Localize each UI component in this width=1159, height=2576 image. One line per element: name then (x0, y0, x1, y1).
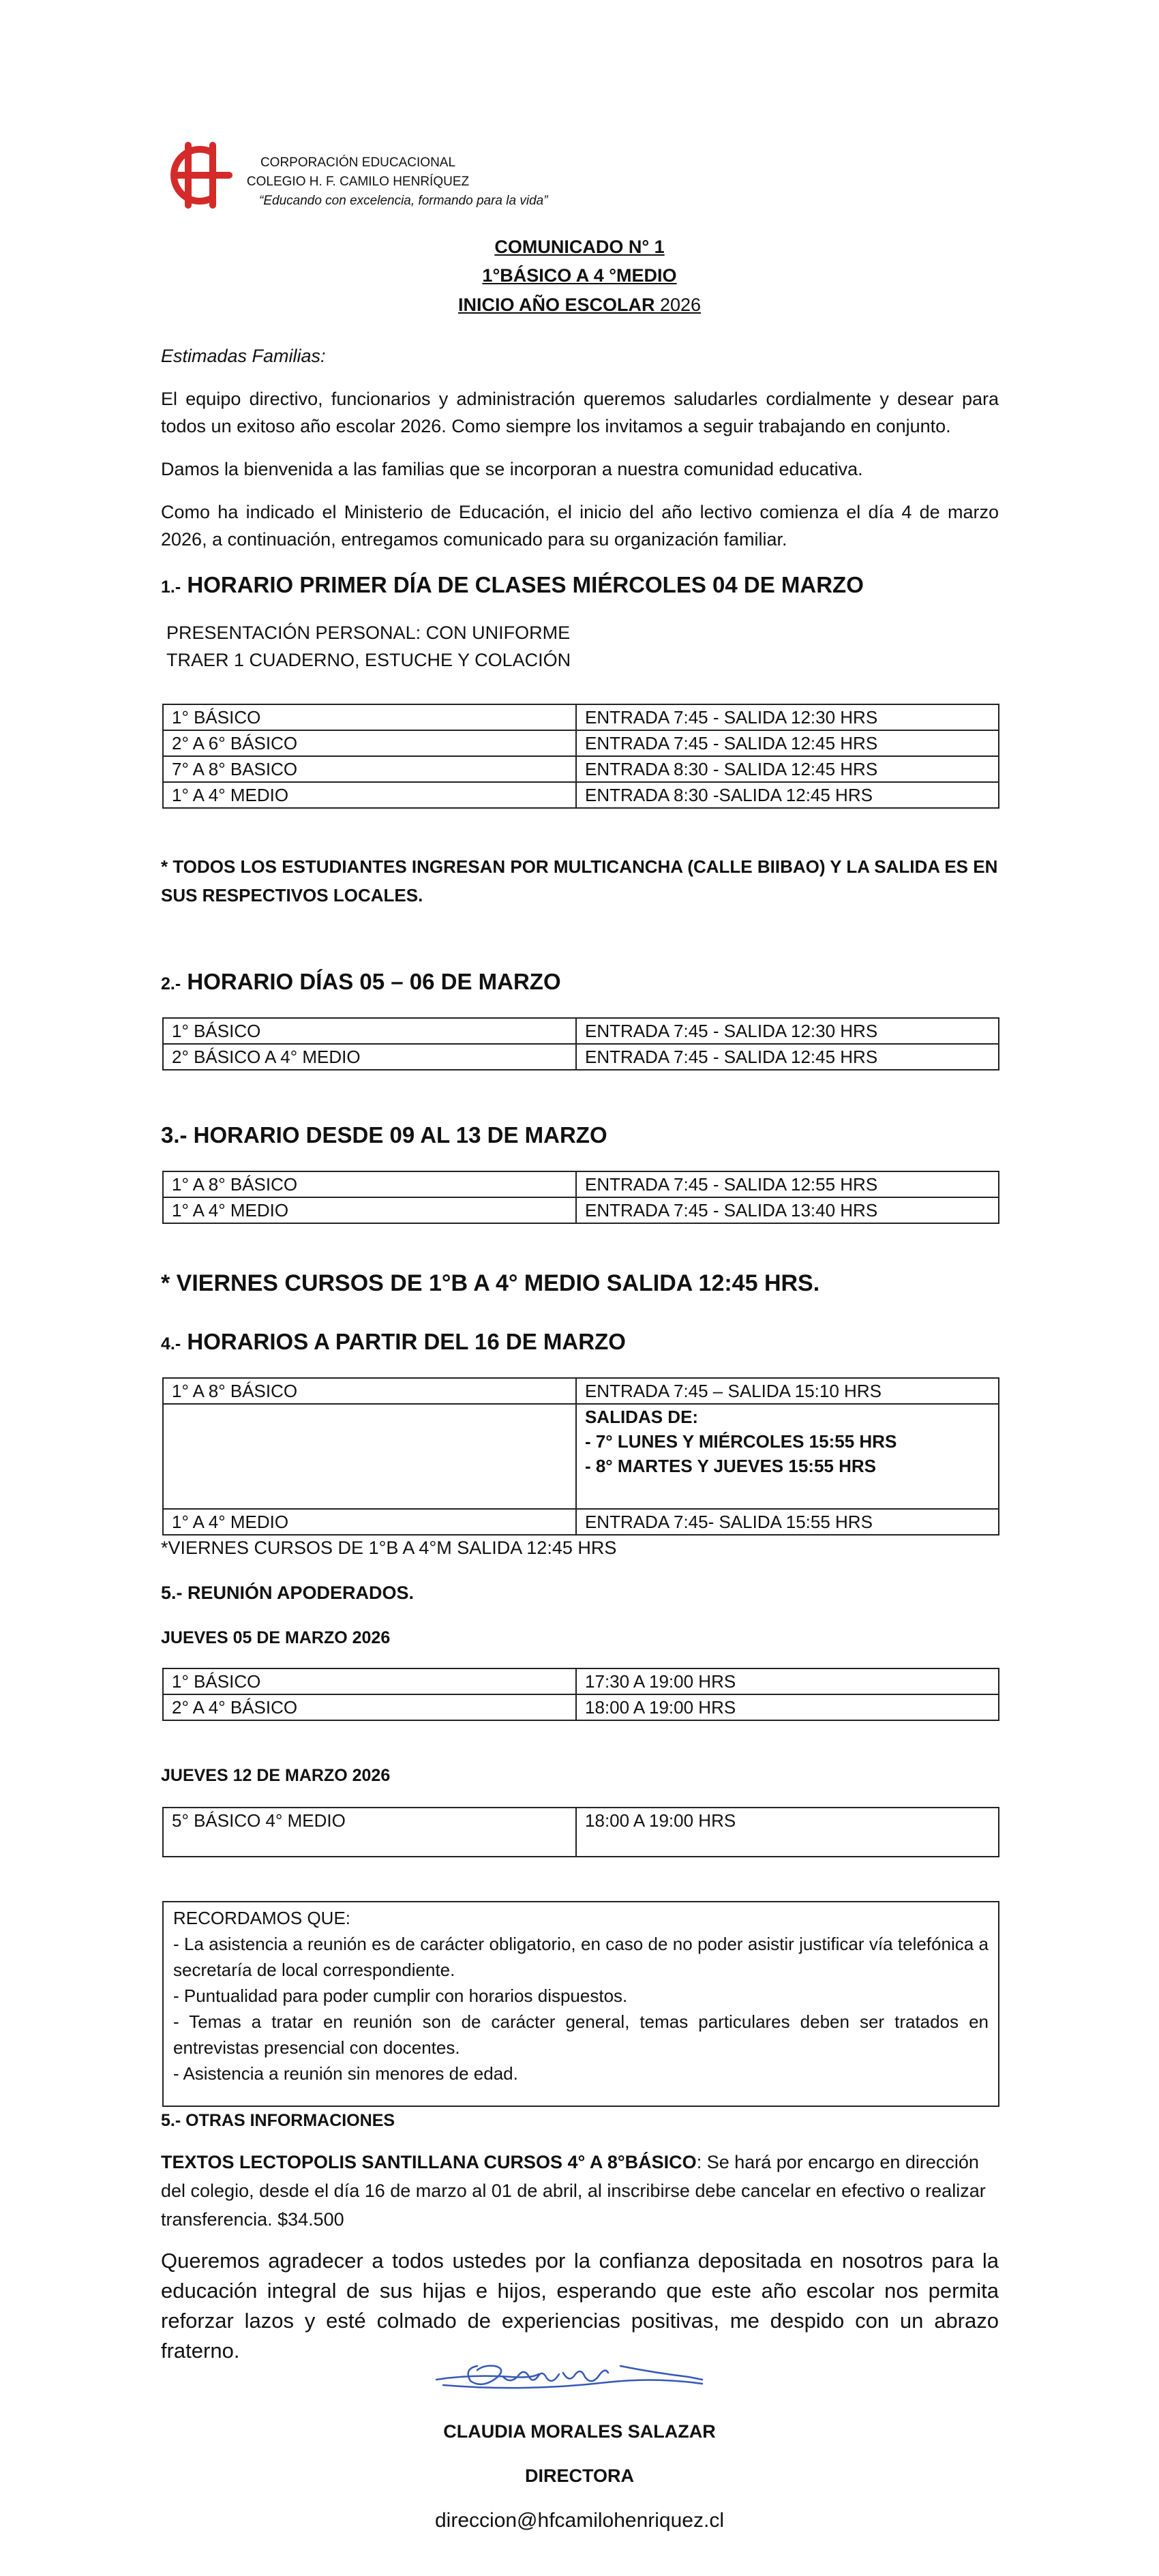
time-cell: ENTRADA 8:30 -SALIDA 12:45 HRS (576, 782, 999, 808)
salidas-cell (576, 1404, 999, 1509)
course-cell: 2° A 4° BÁSICO (163, 1694, 576, 1720)
reminder-item: - Asistencia a reunión sin menores de edad. (173, 2063, 518, 2084)
signer-name: CLAUDIA MORALES SALAZAR (443, 2421, 716, 2442)
section-3-table (162, 1171, 999, 1224)
table-row (163, 1197, 999, 1223)
table-row (163, 704, 999, 730)
header-motto: “Educando con excelencia, formando para la vida” (259, 194, 548, 208)
section-3-heading: 3.- HORARIO DESDE 09 AL 13 DE MARZO (161, 1122, 607, 1148)
salidas-item: - 8° MARTES Y JUEVES 15:55 HRS (584, 1456, 876, 1476)
header-school: COLEGIO H. F. CAMILO HENRÍQUEZ (246, 175, 470, 189)
meeting-table-1 (162, 1668, 999, 1721)
course-cell: 2° A 6° BÁSICO (163, 730, 576, 756)
course-cell: 1° A 4° MEDIO (163, 1197, 576, 1223)
reminder-item: - La asistencia a reunión es de carácter obligatorio, en caso de no poder asistir justificar vía telefónica a secretaría de local correspondiente. (173, 1934, 989, 1980)
section-1-table (162, 704, 999, 809)
contact-email: direccion@hfcamilohenriquez.cl (435, 2509, 724, 2532)
section-3-friday-note: * VIERNES CURSOS DE 1°B A 4° MEDIO SALIDA 12:45 HRS. (161, 1270, 820, 1296)
course-cell-empty (163, 1404, 576, 1509)
salidas-label: SALIDAS DE: (584, 1407, 699, 1427)
section-4-table (162, 1377, 999, 1536)
reminder-title: RECORDAMOS QUE: (173, 1908, 351, 1928)
table-row (163, 1018, 999, 1044)
title-line2: 1°BÁSICO A 4 °MEDIO (482, 265, 677, 286)
course-cell: 5° BÁSICO 4° MEDIO (163, 1808, 576, 1857)
school-logo-icon (164, 140, 237, 211)
section-5-heading: 5.- REUNIÓN APODERADOS. (161, 1583, 415, 1603)
table-row (163, 756, 999, 782)
section-1-note-uniform: PRESENTACIÓN PERSONAL: CON UNIFORME (166, 623, 571, 643)
closing-paragraph: Queremos agradecer a todos ustedes por la confianza depositada en nosotros para la educación integral de sus hijas e hijos, esperando que este año escolar nos permita reforzar lazos y esté colmado de experiencias positivas, me despido con un abrazo fraterno. (161, 2249, 999, 2363)
time-cell: ENTRADA 7:45 - SALIDA 12:55 HRS (576, 1171, 999, 1197)
time-cell: ENTRADA 7:45 - SALIDA 12:30 HRS (576, 704, 999, 730)
table-row (163, 1509, 999, 1535)
section-1-footnote: * TODOS LOS ESTUDIANTES INGRESAN POR MULTICANCHA (CALLE BIIBAO) Y LA SALIDA ES EN SUS RESPECTIVOS LOCALES. (161, 856, 998, 905)
section-2-heading: 2.- HORARIO DÍAS 05 – 06 DE MARZO (161, 969, 561, 994)
meeting-table-2 (162, 1807, 999, 1857)
table-row (163, 1668, 999, 1694)
other-info-heading: 5.- OTRAS INFORMACIONES (161, 2111, 395, 2130)
course-cell: 1° BÁSICO (163, 1018, 576, 1044)
course-cell: 2° BÁSICO A 4° MEDIO (163, 1044, 576, 1070)
course-cell: 1° A 4° MEDIO (163, 782, 576, 808)
header-corporation: CORPORACIÓN EDUCACIONAL (260, 155, 456, 170)
section-2-table (162, 1017, 999, 1070)
time-cell: ENTRADA 7:45 - SALIDA 12:45 HRS (576, 730, 999, 756)
reminder-item: - Temas a tratar en reunión son de carácter general, temas particulares deben ser tratados en entrevistas presencial con docentes. (173, 2011, 989, 2058)
time-cell: ENTRADA 8:30 - SALIDA 12:45 HRS (576, 756, 999, 782)
section-4-heading: 4.- HORARIOS A PARTIR DEL 16 DE MARZO (161, 1329, 626, 1354)
time-cell: 18:00 A 19:00 HRS (576, 1808, 999, 1857)
table-row (163, 1404, 999, 1509)
course-cell: 7° A 8° BASICO (163, 756, 576, 782)
textbooks-paragraph: TEXTOS LECTOPOLIS SANTILLANA CURSOS 4° A 8°BÁSICO: Se hará por encargo en dirección del colegio, desde el día 16 de marzo al 01 de abril, al inscribirse debe cancelar en efectivo o realizar transferencia. $34.500 (161, 2152, 986, 2230)
reminder-item: - Puntualidad para poder cumplir con horarios dispuestos. (173, 1986, 628, 2006)
title-line1: COMUNICADO N° 1 (494, 237, 665, 257)
reminder-box (162, 1901, 999, 2107)
intro-paragraph-3: Como ha indicado el Ministerio de Educación, el inicio del año lectivo comienza el día 4 de marzo 2026, a continuación, entregamos comunicado para su organización familiar. (161, 502, 999, 550)
time-cell: ENTRADA 7:45 – SALIDA 15:10 HRS (576, 1378, 999, 1404)
course-cell: 1° BÁSICO (163, 704, 576, 730)
course-cell: 1° A 8° BÁSICO (163, 1171, 576, 1197)
intro-paragraph-2: Damos la bienvenida a las familias que se incorporan a nuestra comunidad educativa. (161, 459, 863, 479)
section-1-note-supplies: TRAER 1 CUADERNO, ESTUCHE Y COLACIÓN (166, 650, 571, 670)
time-cell: 17:30 A 19:00 HRS (576, 1668, 999, 1694)
time-cell: ENTRADA 7:45 - SALIDA 12:45 HRS (576, 1044, 999, 1070)
course-cell: 1° A 8° BÁSICO (163, 1378, 576, 1404)
table-row (163, 1171, 999, 1197)
course-cell: 1° A 4° MEDIO (163, 1509, 576, 1535)
meeting-date-2: JUEVES 12 DE MARZO 2026 (161, 1766, 391, 1785)
signature-icon (430, 2354, 729, 2397)
table-row (163, 1694, 999, 1720)
salidas-item: - 7° LUNES Y MIÉRCOLES 15:55 HRS (584, 1431, 897, 1452)
table-row (163, 1044, 999, 1070)
section-1-heading: 1.- HORARIO PRIMER DÍA DE CLASES MIÉRCOLES 04 DE MARZO (161, 572, 864, 597)
signer-role: DIRECTORA (524, 2466, 634, 2486)
intro-paragraph-1: El equipo directivo, funcionarios y administración queremos saludarles cordialmente y desear para todos un exitoso año escolar 2026. Como siempre los invitamos a seguir trabajando en conjunto. (161, 389, 999, 436)
time-cell: 18:00 A 19:00 HRS (576, 1694, 999, 1720)
table-row (163, 1378, 999, 1404)
meeting-date-1: JUEVES 05 DE MARZO 2026 (161, 1628, 391, 1647)
time-cell: ENTRADA 7:45 - SALIDA 12:30 HRS (576, 1018, 999, 1044)
table-row (163, 730, 999, 756)
greeting: Estimadas Familias: (161, 346, 326, 366)
table-row (163, 1808, 999, 1857)
time-cell: ENTRADA 7:45 - SALIDA 13:40 HRS (576, 1197, 999, 1223)
title-line3: INICIO AÑO ESCOLAR 2026 (457, 295, 702, 315)
time-cell: ENTRADA 7:45- SALIDA 15:55 HRS (576, 1509, 999, 1535)
section-4-friday-note: *VIERNES CURSOS DE 1°B A 4°M SALIDA 12:45 HRS (161, 1538, 617, 1558)
course-cell: 1° BÁSICO (163, 1668, 576, 1694)
table-row (163, 782, 999, 808)
